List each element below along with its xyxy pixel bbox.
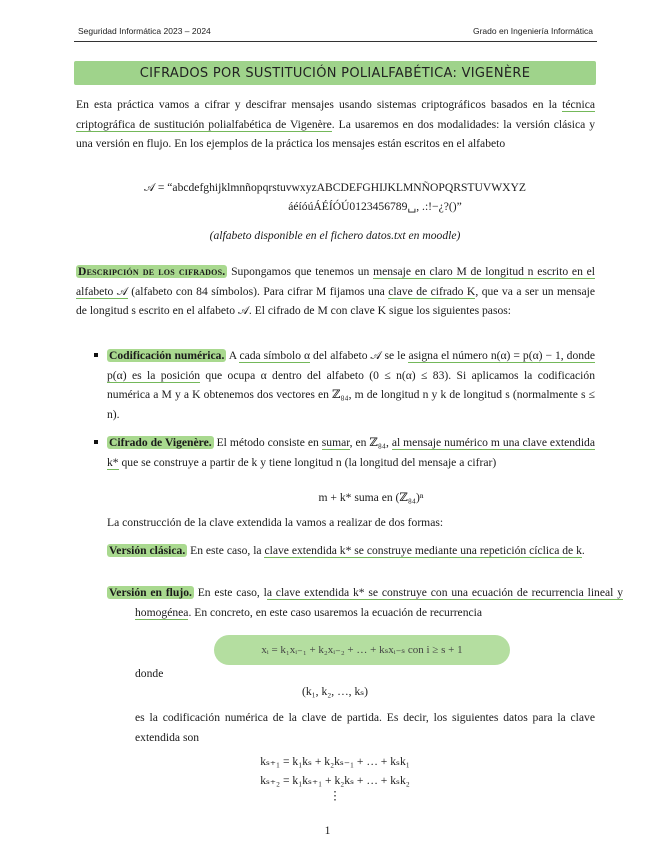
item-codificacion: Codificación numérica. A cada símbolo α del alfabeto 𝒜 se le asigna el número n(α) = p(α) − 1, donde p(α) es la posición que ocupa α dentro del alfabeto (0 ≤ n(α) ≤ 83). Si aplicamos la codificación numérica a M y a K obtenemos dos vectores en ℤ₈₄, m de longitud n y k de longitud s (normalmente s ≤ n). [107, 349, 596, 421]
recurrence-equation: xᵢ = k₁xᵢ₋₁ + k₂xᵢ₋₂ + … + kₛxᵢ₋ₛ con i ≥ s + 1 [214, 635, 510, 665]
description-paragraph: Descripción de los cifrados. Supongamos que tenemos un mensaje en claro M de longitud n escrito en el alfabeto 𝒜 (alfabeto con 84 símbolos). Para cifrar M fijamos una clave de cifrado K, que va a ser un mensaje de longitud s escrito en el alfabeto 𝒜. El cifrado de M con clave K sigue los siguientes pasos: [76, 265, 596, 318]
item-vigenere: Cifrado de Vigenère. El método consiste en sumar, en ℤ₈₄, al mensaje numérico m una clave extendida k* que se construye a partir de k y tiene longitud n (la longitud del mensaje a cifrar) [107, 436, 596, 469]
key-explanation: es la codificación numérica de la clave de partida. Es decir, los siguientes datos para la clave extendida son [135, 711, 595, 744]
item-vigenere-heading: Cifrado de Vigenère. [109, 436, 212, 449]
item-codificacion-heading: Codificación numérica. [109, 349, 225, 362]
bullet-1 [94, 353, 98, 357]
version-flujo-heading: Versión en flujo. [109, 586, 192, 599]
header-course: Seguridad Informática 2023 – 2024 [78, 26, 211, 36]
bullet-2 [94, 440, 98, 444]
key-tuple: (k₁, k₂, …, kₛ) [301, 685, 369, 698]
vertical-dots: ⋮ [329, 789, 341, 802]
page-number: 1 [324, 824, 331, 837]
key-equation-1: kₛ₊₁ = k₁kₛ + k₂kₛ₋₁ + … + kₛk₁ [260, 755, 410, 768]
donde-label: donde [135, 667, 164, 680]
construction-sentence: La construcción de la clave extendida la vamos a realizar de dos formas: [107, 516, 444, 529]
page-title: CIFRADOS POR SUSTITUCIÓN POLIALFABÉTICA: VIGENÈRE [74, 61, 596, 85]
header-rule [74, 41, 597, 42]
alphabet-line-1: 𝒜 = “abcdefghijklmnñopqrstuvwxyzABCDEFGHIJKLMNÑOPQRSTUVWXYZ [143, 181, 527, 194]
intro-underline: técnica criptográfica de sustitución polialfabética de Vigenère [76, 98, 595, 131]
version-clasica-heading: Versión clásica. [109, 544, 186, 557]
version-flujo: Versión en flujo. En este caso, la clave extendida k* se construye con una ecuación de recurrencia lineal y homogénea. En concreto, en este caso usaremos la ecuación de recurrencia [109, 586, 623, 619]
version-clasica: Versión clásica. En este caso, la clave extendida k* se construye mediante una repetición cíclica de k. [109, 544, 585, 557]
sum-formula: m + k* suma en (ℤ₈₄)ⁿ [318, 491, 424, 504]
alphabet-note: (alfabeto disponible en el fichero datos.txt en moodle) [209, 229, 461, 242]
description-heading: Descripción de los cifrados. [78, 265, 226, 278]
intro-paragraph: En esta práctica vamos a cifrar y descifrar mensajes usando sistemas criptográficos basados en la técnica criptográfica de sustitución polialfabética de Vigenère. La usaremos en dos modalidades: la versión clásica y una versión en flujo. En los ejemplos de la práctica los mensajes están escritos en el alfabeto [76, 98, 595, 151]
alphabet-line-2: áéíóúÁÉÍÓÚ0123456789␣, .:!−¿?()” [288, 200, 462, 213]
key-equation-2: kₛ₊₂ = k₁kₛ₊₁ + k₂kₛ + … + kₛk₂ [260, 774, 410, 787]
header-degree: Grado en Ingeniería Informática [472, 26, 593, 36]
